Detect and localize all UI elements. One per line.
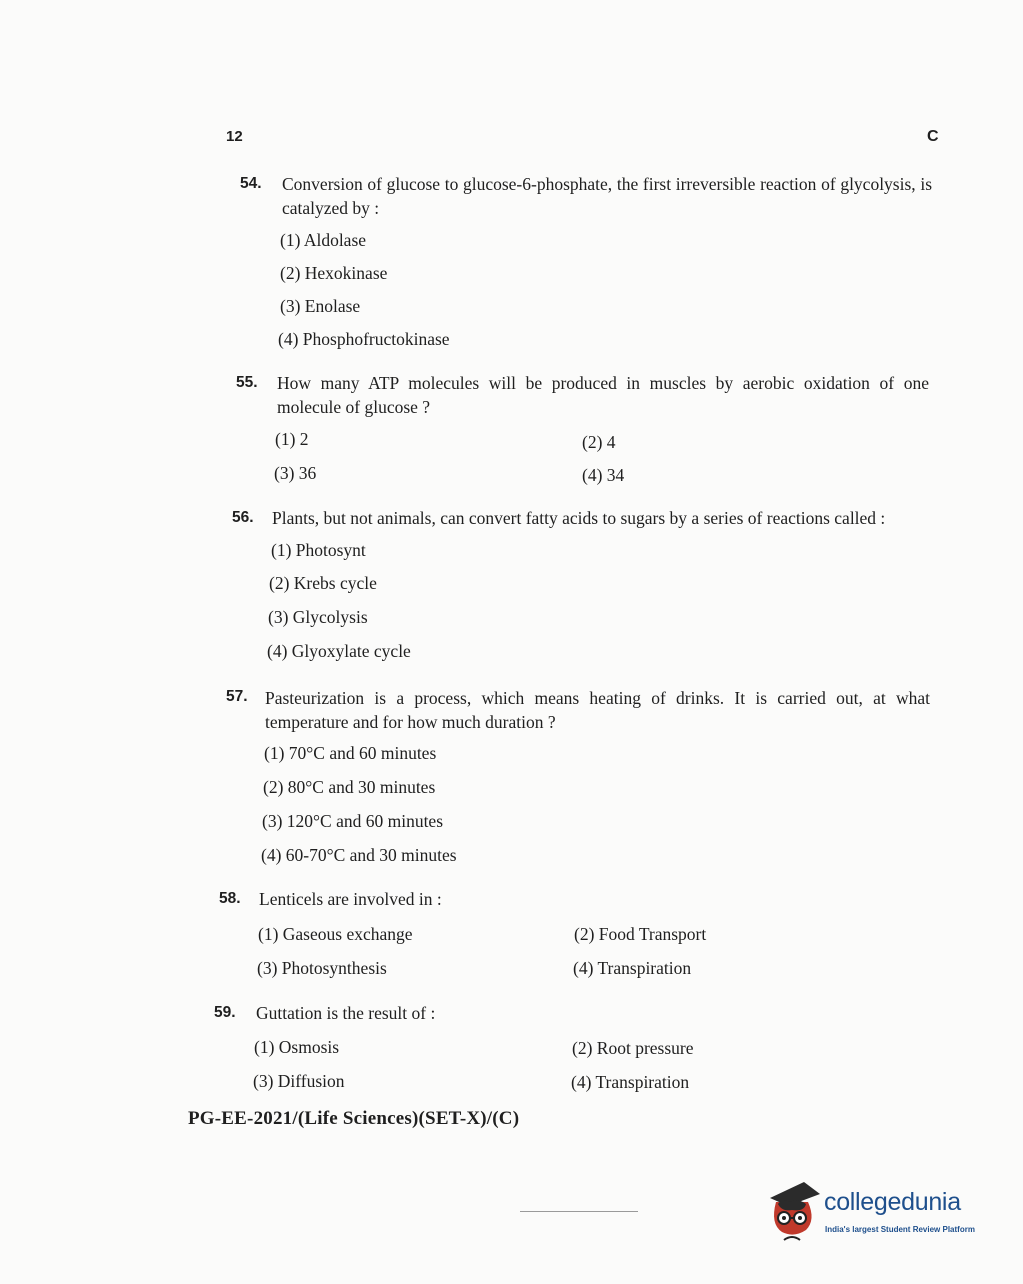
option-2: (2) 4 (582, 432, 616, 452)
option-4: (4) 60-70°C and 30 minutes (261, 845, 457, 865)
option-3: (3) Enolase (280, 296, 361, 316)
option-3: (3) Photosynthesis (257, 958, 387, 978)
option-2: (2) Food Transport (574, 924, 707, 944)
option-1: (1) Gaseous exchange (258, 924, 413, 944)
question-number: 56. (232, 509, 254, 526)
option-1: (1) 70°C and 60 minutes (264, 743, 437, 763)
option-4: (4) Transpiration (573, 958, 692, 978)
option-1: (1) Osmosis (254, 1037, 340, 1057)
option-1: (1) 2 (275, 429, 309, 449)
question-text: Lenticels are involved in : (259, 889, 442, 909)
set-code: C (927, 128, 939, 145)
option-2: (2) Hexokinase (280, 263, 388, 283)
option-4: (4) Glyoxylate cycle (267, 641, 411, 661)
option-4: (4) Transpiration (571, 1072, 690, 1092)
footer-code: PG-EE-2021/(Life Sciences)(SET-X)/(C) (188, 1108, 520, 1129)
question-text: How many ATP molecules will be produced in muscles by aerobic oxidation of one molecule of glucose ? (277, 373, 929, 417)
option-3: (3) 36 (274, 463, 317, 483)
option-2: (2) Krebs cycle (269, 573, 377, 593)
option-2: (2) Root pressure (572, 1038, 694, 1058)
option-1: (1) Aldolase (280, 230, 367, 250)
brand-name: collegedunia (824, 1188, 961, 1216)
option-4: (4) Phosphofructokinase (278, 329, 450, 349)
option-3: (3) 120°C and 60 minutes (262, 811, 444, 831)
option-3: (3) Glycolysis (268, 607, 368, 627)
question-text: Guttation is the result of : (256, 1003, 436, 1023)
question-number: 58. (219, 890, 241, 907)
question-number: 54. (240, 175, 262, 192)
watermark-logo (764, 1176, 994, 1248)
question-number: 55. (236, 374, 258, 391)
question-text: Pasteurization is a process, which means heating of drinks. It is carried out, at what temperature and for how much duration ? (265, 688, 930, 732)
question-text: Conversion of glucose to glucose-6-phosphate, the first irreversible reaction of glycolysis, is catalyzed by : (282, 174, 932, 218)
option-4: (4) 34 (582, 465, 625, 485)
page-number: 12 (226, 128, 243, 145)
question-number: 59. (214, 1004, 236, 1021)
question-number: 57. (226, 688, 248, 705)
option-3: (3) Diffusion (253, 1071, 345, 1091)
option-1: (1) Photosynt (271, 540, 366, 560)
brand-tagline: India's largest Student Review Platform (825, 1225, 975, 1234)
divider (520, 1211, 638, 1212)
mascot-icon (764, 1176, 822, 1242)
option-2: (2) 80°C and 30 minutes (263, 777, 436, 797)
question-text: Plants, but not animals, can convert fatty acids to sugars by a series of reactions called : (272, 508, 886, 528)
